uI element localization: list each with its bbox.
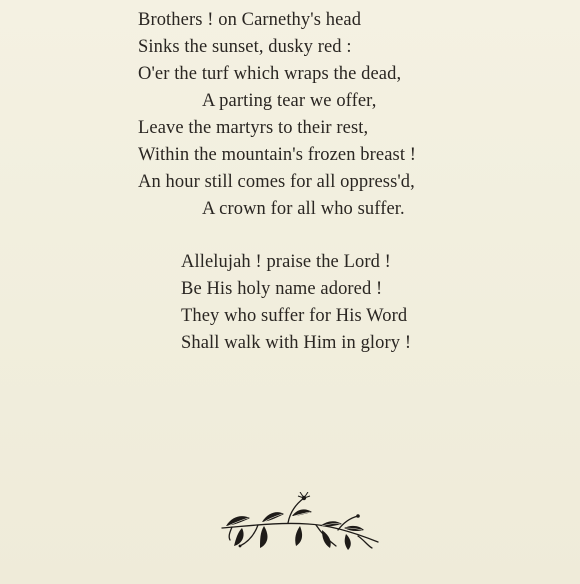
poem-line: Brothers ! on Carnethy's head [138,10,362,30]
poem-line: Allelujah ! praise the Lord ! [181,252,391,272]
floral-spray-icon [218,492,382,552]
poem-line: Be His holy name adored ! [181,279,383,299]
poem-line: They who suffer for His Word [181,306,408,326]
poem-line: Sinks the sunset, dusky red : [138,37,352,57]
poem-line: An hour still comes for all oppress'd, [138,172,415,192]
poem-line: O'er the turf which wraps the dead, [138,64,402,84]
poem-line: Leave the martyrs to their rest, [138,118,369,138]
poem-line-indented: A crown for all who suffer. [202,199,405,219]
poem-stanza-1 [138,7,416,223]
poem-stanza-2 [181,249,411,357]
poem-line: Shall walk with Him in glory ! [181,333,412,353]
poem-line: Within the mountain's frozen breast ! [138,145,417,165]
poem-line-indented: A parting tear we offer, [202,91,377,111]
